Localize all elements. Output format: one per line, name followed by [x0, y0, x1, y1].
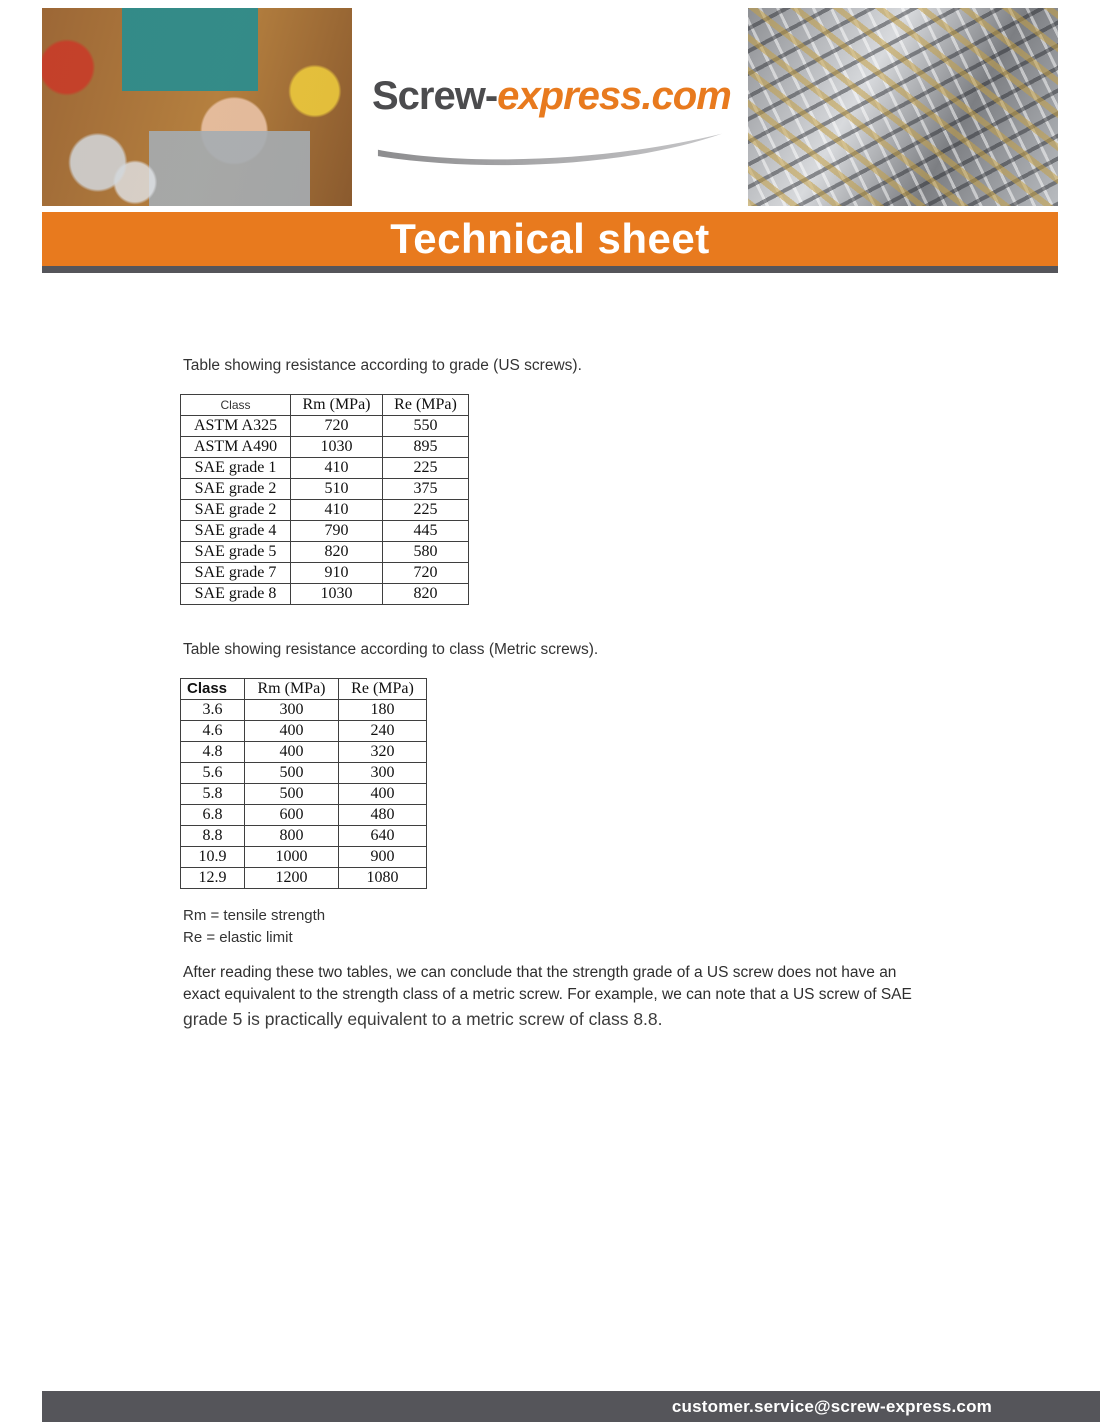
table-cell: 410	[291, 500, 383, 521]
table-cell: 400	[245, 742, 339, 763]
legend	[183, 905, 325, 949]
header-photo-screws	[748, 8, 1058, 206]
table-header-row	[181, 395, 469, 416]
table-cell: SAE grade 2	[181, 479, 291, 500]
table-cell: 1030	[291, 584, 383, 605]
table-cell: SAE grade 1	[181, 458, 291, 479]
table-cell: 5.8	[181, 784, 245, 805]
table-cell: 4.6	[181, 721, 245, 742]
table-cell: 445	[383, 521, 469, 542]
table-cell: 500	[245, 784, 339, 805]
logo-swoosh-icon	[376, 130, 726, 166]
table-cell: 240	[339, 721, 427, 742]
table-cell: 1030	[291, 437, 383, 458]
legend-rm: Rm = tensile strength	[183, 907, 326, 924]
table-row	[181, 784, 427, 805]
header-photo-tools	[42, 8, 352, 206]
table-cell: 640	[339, 826, 427, 847]
table-cell: 720	[291, 416, 383, 437]
legend-re: Re = elastic limit	[183, 929, 293, 946]
table-row	[181, 721, 427, 742]
table-cell: 900	[339, 847, 427, 868]
table-cell: SAE grade 7	[181, 563, 291, 584]
footer	[42, 1391, 1100, 1422]
table-cell: 180	[339, 700, 427, 721]
table-cell: 820	[291, 542, 383, 563]
table-cell: ASTM A325	[181, 416, 291, 437]
table-cell: 500	[245, 763, 339, 784]
table-cell: SAE grade 4	[181, 521, 291, 542]
table-row	[181, 563, 469, 584]
table-cell: 1000	[245, 847, 339, 868]
table-cell: 8.8	[181, 826, 245, 847]
table-cell: 600	[245, 805, 339, 826]
table-row	[181, 847, 427, 868]
table-cell: SAE grade 2	[181, 500, 291, 521]
table-cell: 12.9	[181, 868, 245, 889]
table-row	[181, 742, 427, 763]
banner	[42, 212, 1058, 266]
table-cell: 800	[245, 826, 339, 847]
footer-email: customer.service@screw-express.com	[671, 1396, 992, 1416]
column-header: Class	[181, 395, 291, 416]
table-cell: 910	[291, 563, 383, 584]
table-row	[181, 521, 469, 542]
column-header: Re (MPa)	[339, 679, 427, 700]
conclusion-emphasis: grade 5 is practically equivalent to a metric screw of class 8.8.	[183, 1008, 663, 1029]
table-cell: 400	[245, 721, 339, 742]
table-row	[181, 700, 427, 721]
table-cell: 580	[383, 542, 469, 563]
table-cell: 225	[383, 458, 469, 479]
table-cell: 300	[245, 700, 339, 721]
table-cell: 550	[383, 416, 469, 437]
table-cell: SAE grade 8	[181, 584, 291, 605]
conclusion-body: After reading these two tables, we can conclude that the strength grade of a US screw does not have an exact equivalent to the strength class of a metric screw. For example, we can note that a US screw of SAE	[183, 964, 912, 1004]
page-title: Technical sheet	[390, 215, 710, 262]
table-cell: 320	[339, 742, 427, 763]
metric-screws-table	[180, 678, 427, 889]
table-cell: 4.8	[181, 742, 245, 763]
table-cell: 3.6	[181, 700, 245, 721]
table-header-row	[181, 679, 427, 700]
table-row	[181, 458, 469, 479]
column-header: Rm (MPa)	[291, 395, 383, 416]
logo-text-prefix: Screw-	[372, 74, 498, 118]
table-row	[181, 763, 427, 784]
table-cell: 225	[383, 500, 469, 521]
logo-text	[372, 74, 744, 119]
table-cell: 820	[383, 584, 469, 605]
column-header: Re (MPa)	[383, 395, 469, 416]
table-cell: 375	[383, 479, 469, 500]
table-cell: ASTM A490	[181, 437, 291, 458]
table-cell: 5.6	[181, 763, 245, 784]
us-table-intro: Table showing resistance according to grade (US screws).	[183, 357, 582, 374]
table-cell: 895	[383, 437, 469, 458]
table-row	[181, 437, 469, 458]
us-screws-table	[180, 394, 469, 605]
table-cell: 720	[383, 563, 469, 584]
table-cell: 410	[291, 458, 383, 479]
table-cell: SAE grade 5	[181, 542, 291, 563]
table-cell: 790	[291, 521, 383, 542]
table-row	[181, 542, 469, 563]
column-header: Class	[181, 679, 245, 700]
table-row	[181, 805, 427, 826]
conclusion-paragraph	[183, 962, 918, 1032]
table-row	[181, 868, 427, 889]
table-row	[181, 826, 427, 847]
table-cell: 1200	[245, 868, 339, 889]
table-row	[181, 479, 469, 500]
table-cell: 10.9	[181, 847, 245, 868]
table-cell: 300	[339, 763, 427, 784]
table-cell: 510	[291, 479, 383, 500]
metric-table-intro: Table showing resistance according to class (Metric screws).	[183, 641, 599, 658]
column-header: Rm (MPa)	[245, 679, 339, 700]
table-row	[181, 584, 469, 605]
table-row	[181, 416, 469, 437]
logo	[372, 74, 744, 184]
table-cell: 480	[339, 805, 427, 826]
logo-text-suffix: express.com	[497, 74, 731, 118]
table-row	[181, 500, 469, 521]
banner-strip	[42, 266, 1058, 273]
table-cell: 400	[339, 784, 427, 805]
table-cell: 1080	[339, 868, 427, 889]
table-cell: 6.8	[181, 805, 245, 826]
